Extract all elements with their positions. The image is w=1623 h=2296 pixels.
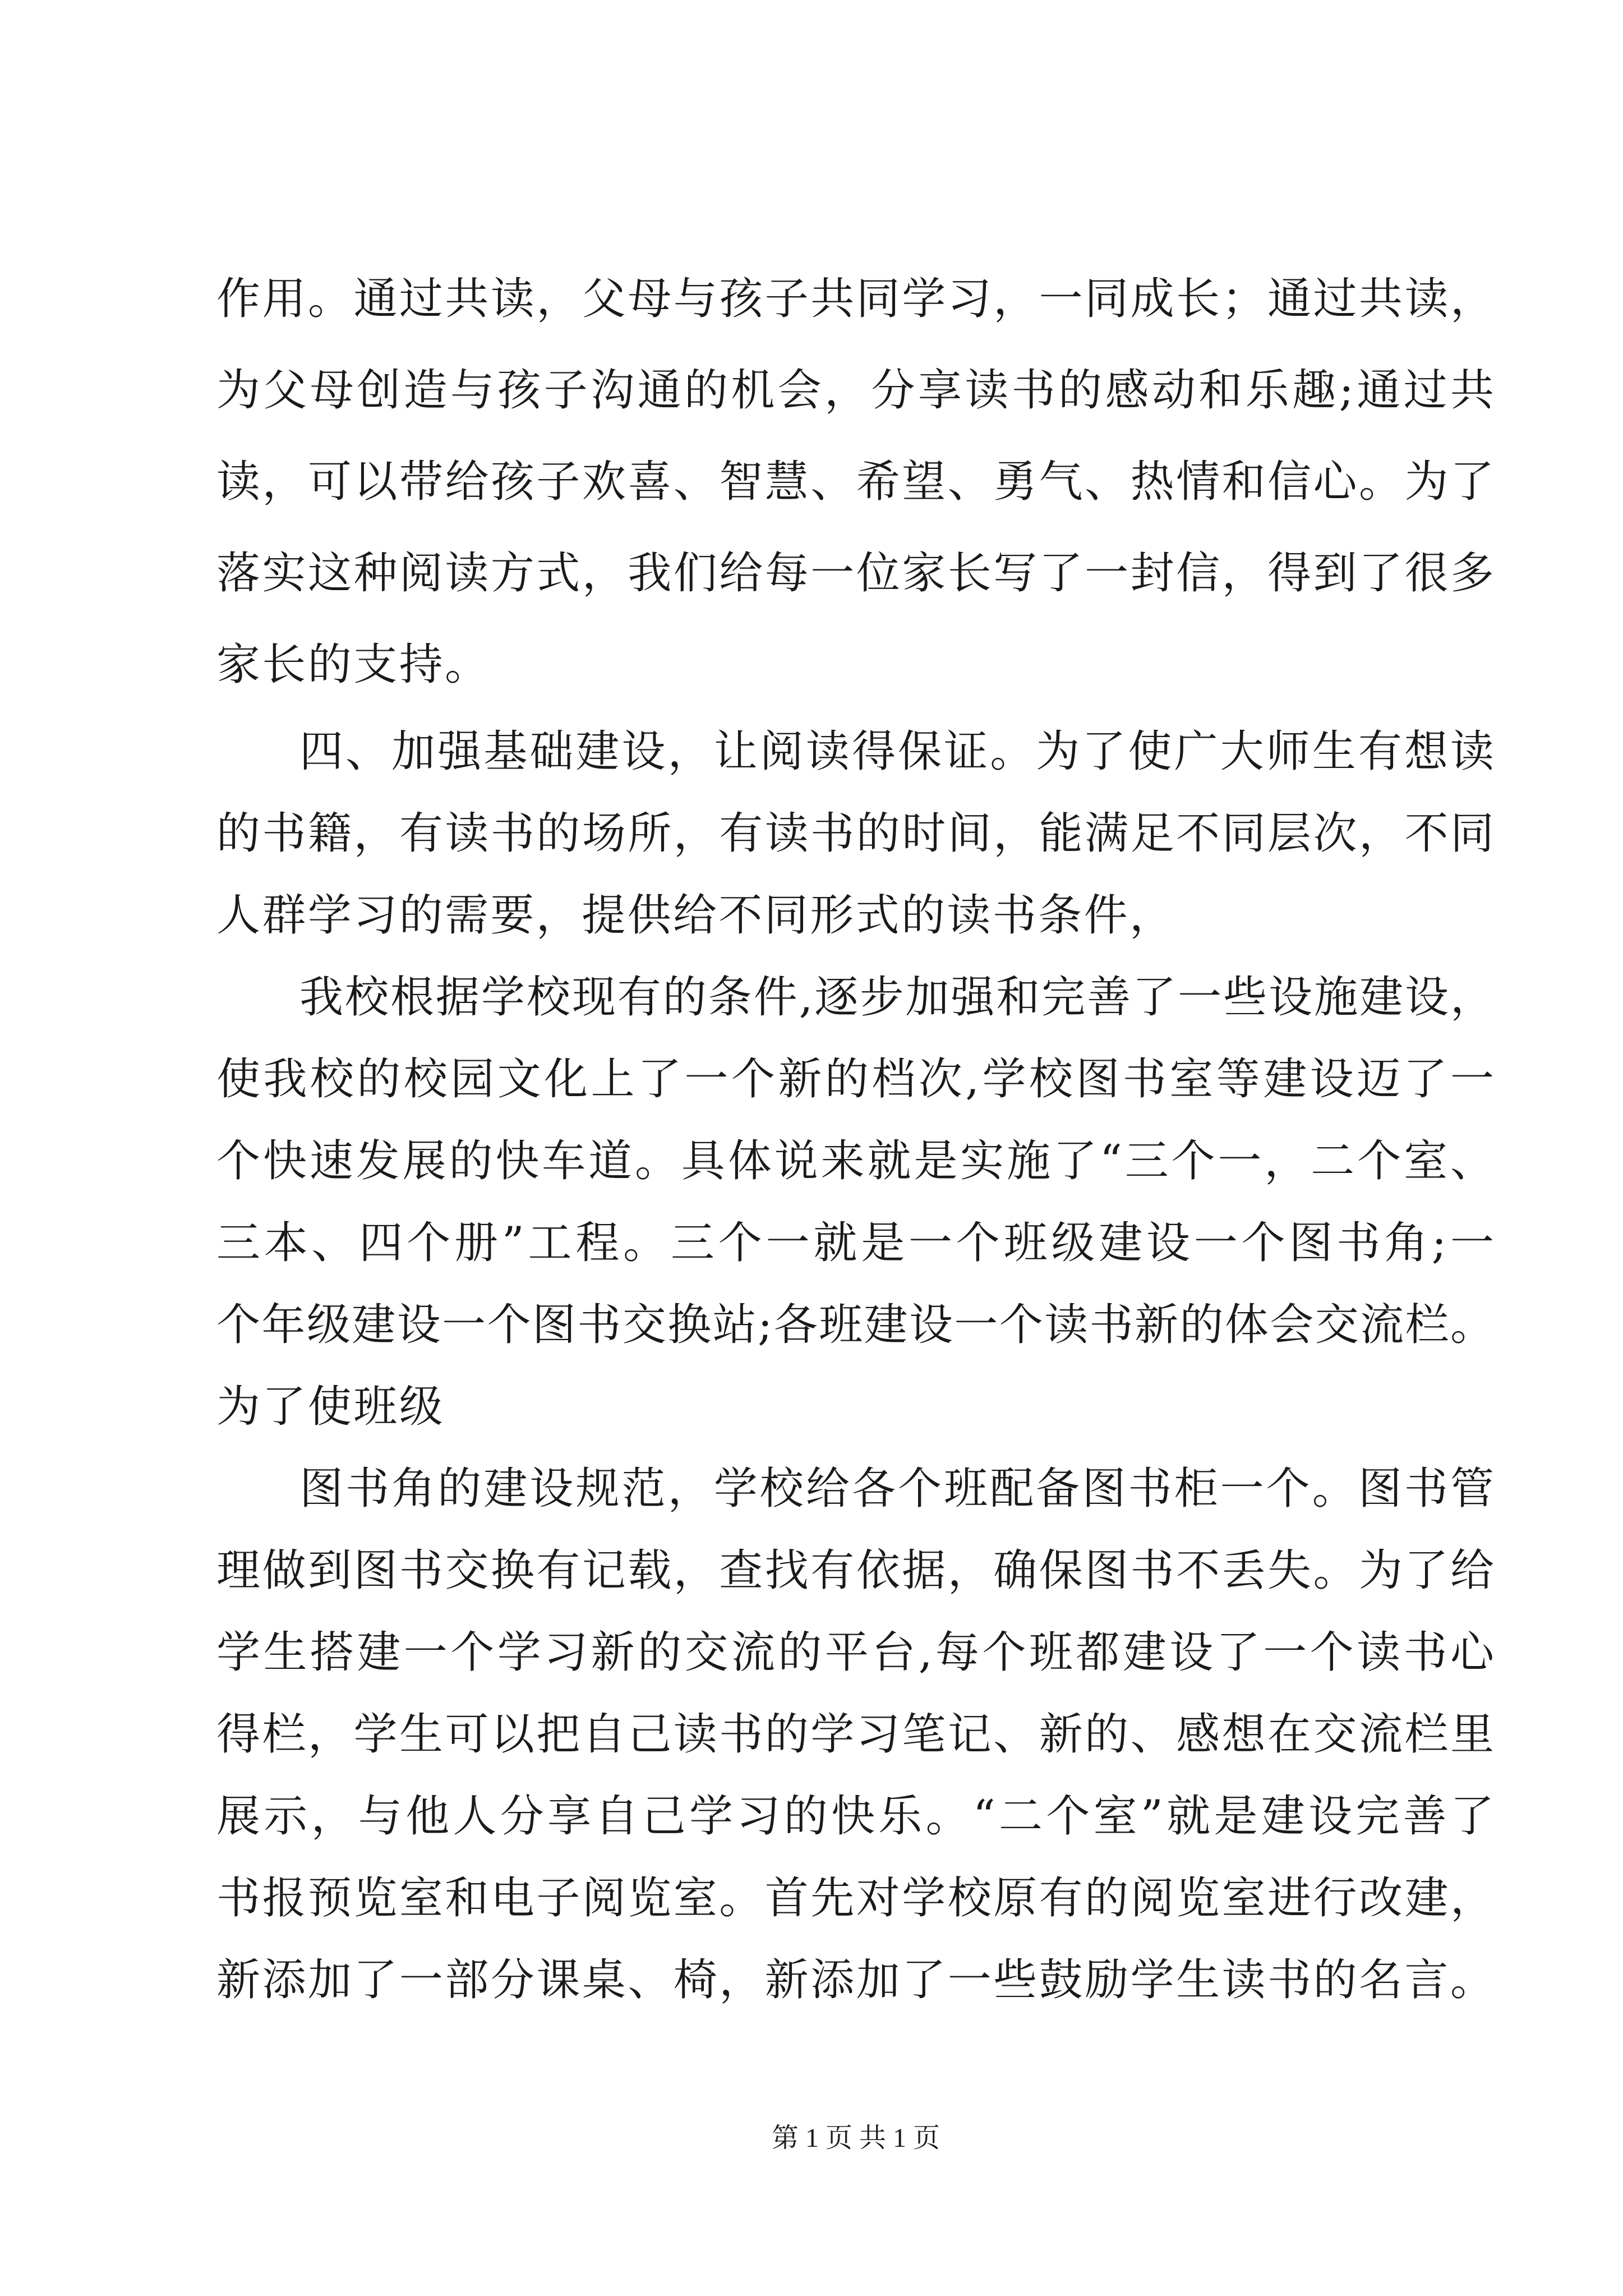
paragraph bbox=[216, 711, 1495, 956]
page-number-footer: 第 1 页 共 1 页 bbox=[771, 2123, 940, 2153]
text-line: 的书籍，有读书的场所，有读书的时间，能满足不同层次，不同 bbox=[216, 808, 1495, 859]
paragraph bbox=[216, 254, 1495, 711]
text-line: 个快速发展的快车道。具体说来就是实施了“三个一，二个室、 bbox=[216, 1136, 1495, 1186]
text-line: 我校根据学校现有的条件,逐步加强和完善了一些设施建设， bbox=[299, 972, 1495, 1023]
text-line: 四、加强基础建设，让阅读得保证。为了使广大师生有想读 bbox=[299, 726, 1495, 777]
text-line: 展示，与他人分享自己学习的快乐。“二个室”就是建设完善了 bbox=[216, 1791, 1495, 1842]
paragraph bbox=[216, 956, 1495, 1448]
text-line: 三本、四个册”工程。三个一就是一个班级建设一个图书角;一 bbox=[216, 1218, 1495, 1268]
text-line: 学生搭建一个学习新的交流的平台,每个班都建设了一个读书心 bbox=[216, 1627, 1495, 1678]
text-line: 书报预览室和电子阅览室。首先对学校原有的阅览室进行改建， bbox=[216, 1873, 1495, 1924]
text-line: 个年级建设一个图书交换站;各班建设一个读书新的体会交流栏。 bbox=[216, 1300, 1495, 1350]
text-line: 为了使班级 bbox=[216, 1382, 445, 1432]
text-line: 理做到图书交换有记载，查找有依据，确保图书不丢失。为了给 bbox=[216, 1545, 1495, 1596]
text-line: 图书角的建设规范，学校给各个班配备图书柜一个。图书管 bbox=[299, 1464, 1495, 1514]
text-line: 人群学习的需要，提供给不同形式的读书条件， bbox=[216, 890, 1175, 941]
text-line: 作用。通过共读，父母与孩子共同学习，一同成长；通过共读， bbox=[216, 274, 1495, 324]
text-line: 落实这种阅读方式，我们给每一位家长写了一封信，得到了很多 bbox=[216, 548, 1495, 599]
document-body bbox=[216, 254, 1495, 2021]
text-line: 家长的支持。 bbox=[216, 639, 491, 690]
paragraph bbox=[216, 1448, 1495, 2021]
text-line: 为父母创造与孩子沟通的机会，分享读书的感动和乐趣;通过共 bbox=[216, 365, 1495, 416]
text-line: 得栏，学生可以把自己读书的学习笔记、新的、感想在交流栏里 bbox=[216, 1709, 1495, 1760]
text-line: 使我校的校园文化上了一个新的档次,学校图书室等建设迈了一 bbox=[216, 1054, 1495, 1105]
text-line: 读，可以带给孩子欢喜、智慧、希望、勇气、热情和信心。为了 bbox=[216, 457, 1495, 507]
text-line: 新添加了一部分课桌、椅，新添加了一些鼓励学生读书的名言。 bbox=[216, 1955, 1495, 2005]
